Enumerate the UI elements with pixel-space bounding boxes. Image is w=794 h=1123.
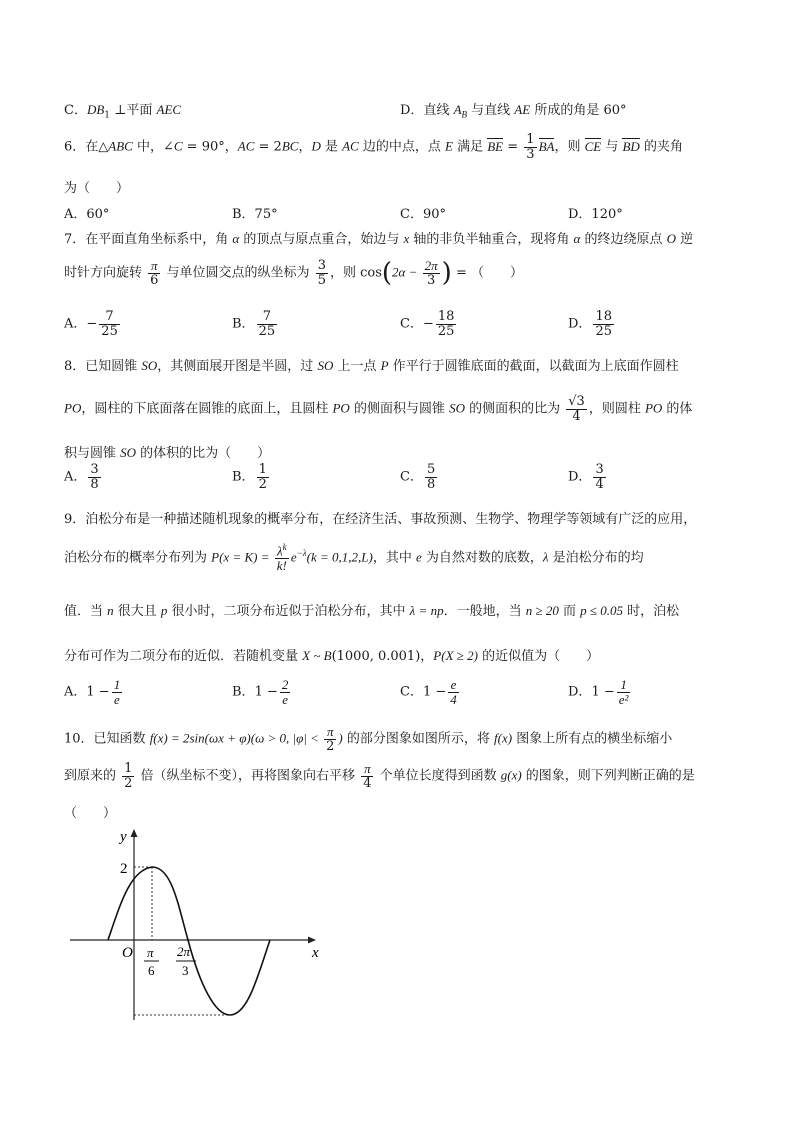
math-text: PO bbox=[64, 400, 82, 416]
q8-option-a bbox=[64, 463, 103, 491]
fraction bbox=[280, 678, 291, 706]
math-text: BC bbox=[281, 138, 299, 154]
numerator: π bbox=[324, 725, 336, 740]
numerator: 1 bbox=[113, 677, 121, 692]
q6-text: = 2 bbox=[254, 139, 282, 155]
q10-text: 图象上所有点的横坐标缩小 bbox=[512, 731, 673, 747]
fraction bbox=[112, 678, 123, 706]
option-text: ⊥平面 bbox=[110, 103, 157, 118]
fraction bbox=[436, 310, 457, 338]
fraction bbox=[275, 543, 289, 573]
numerator: e bbox=[448, 678, 459, 693]
q6-option-d: D．120° bbox=[568, 207, 623, 222]
q9-text: 的近似值为（ ） bbox=[477, 649, 600, 664]
q7-text: 时针方向旋转 bbox=[64, 265, 147, 281]
option-label: A． bbox=[64, 684, 87, 700]
denominator: 25 bbox=[101, 323, 118, 339]
math-superscript: k bbox=[282, 542, 287, 552]
q9-option-d bbox=[568, 678, 632, 706]
math-text: α bbox=[232, 231, 240, 246]
math-superscript: −λ bbox=[296, 547, 307, 558]
q7-text: = （ ） bbox=[451, 265, 523, 281]
option-text: 1 − bbox=[422, 684, 447, 700]
q10-stem-line3: （ ） bbox=[64, 806, 117, 821]
option-text: 所成的角是 60° bbox=[530, 103, 627, 118]
denominator: e bbox=[282, 691, 288, 707]
q6-text: 是 bbox=[320, 139, 343, 155]
q9-text: 分布可作为二项分布的近似．若随机变量 bbox=[64, 649, 303, 664]
q7-text: ，则 cos bbox=[329, 265, 382, 281]
q9-text: ， bbox=[420, 649, 434, 664]
q6-text: 与 bbox=[601, 139, 623, 155]
math-text: λ = np bbox=[409, 603, 444, 618]
q8-stem-line3 bbox=[64, 442, 270, 461]
numerator: 3 bbox=[595, 462, 604, 477]
x-axis-arrow bbox=[308, 937, 316, 944]
q6-text: 的夹角 bbox=[639, 139, 683, 155]
fraction bbox=[524, 133, 536, 161]
q8-option-b bbox=[232, 463, 271, 491]
denominator: 4 bbox=[450, 691, 457, 707]
q8-text: 的侧面积的比为 bbox=[464, 401, 565, 417]
fraction bbox=[448, 678, 459, 706]
q8-text: 的体 bbox=[662, 401, 693, 417]
math-text: SO bbox=[449, 400, 465, 416]
math-text: C bbox=[173, 138, 183, 154]
q8-stem-line2 bbox=[64, 395, 692, 423]
math-text: x bbox=[403, 231, 410, 246]
q9-text: 泊松分布的概率分布列为 bbox=[64, 550, 212, 566]
numerator: 18 bbox=[595, 309, 612, 324]
denominator: 2 bbox=[326, 738, 335, 754]
math-text: ABC bbox=[108, 138, 133, 154]
math-text: AE bbox=[514, 102, 531, 117]
math-text: f(x) = 2sin(ωx + φ)(ω > 0, |φ| < bbox=[149, 730, 323, 746]
q7-text: 的终边绕原点 bbox=[580, 232, 667, 247]
denominator: 2 bbox=[124, 775, 133, 791]
fraction bbox=[423, 259, 440, 287]
fraction bbox=[88, 463, 100, 491]
option-label: D． bbox=[568, 316, 592, 332]
q6-text: 6．在△ bbox=[64, 139, 109, 155]
option-label: C． bbox=[400, 469, 423, 485]
math-text: SO bbox=[120, 445, 137, 460]
option-text: 1 − bbox=[591, 684, 615, 700]
q8-text: 8．已知圆锥 bbox=[64, 359, 142, 374]
q6-stem-line1 bbox=[64, 133, 683, 161]
denominator: 4 bbox=[572, 408, 581, 424]
q9-text: 很大且 bbox=[113, 604, 161, 619]
vector-be: BE bbox=[487, 138, 504, 154]
math-text: D bbox=[311, 138, 321, 154]
q7-option-a bbox=[64, 310, 122, 338]
q10-text: 倍（纵坐标不变），再将图象向右平移 bbox=[136, 768, 360, 784]
math-text: e bbox=[415, 549, 422, 565]
option-label: A． bbox=[64, 316, 87, 332]
denominator: 3 bbox=[427, 272, 436, 288]
q5-option-c bbox=[64, 99, 181, 121]
q6-text: 满足 bbox=[452, 139, 488, 155]
fraction bbox=[257, 463, 269, 491]
q9-text: 值．当 bbox=[64, 604, 108, 619]
numerator: 1 bbox=[124, 761, 133, 776]
option-label: B． bbox=[232, 316, 255, 332]
denominator: 2 bbox=[258, 476, 267, 492]
math-text: P bbox=[433, 648, 442, 663]
q7-text: 轴的非负半轴重合，现将角 bbox=[409, 232, 574, 247]
x-tick-pi6-num: π bbox=[147, 945, 154, 960]
paren-left: ( bbox=[381, 258, 393, 288]
option-label: D． bbox=[568, 469, 592, 485]
numerator: 3 bbox=[90, 462, 99, 477]
q7-text: 逆 bbox=[676, 232, 694, 247]
fraction bbox=[566, 395, 587, 423]
numerator: 18 bbox=[437, 309, 455, 324]
option-label: B． bbox=[232, 684, 255, 700]
option-text: 直线 bbox=[423, 103, 454, 118]
fraction bbox=[425, 463, 437, 491]
q8-text: 上一点 bbox=[333, 359, 381, 374]
denominator: 4 bbox=[595, 476, 604, 492]
x-tick-pi6-den: 6 bbox=[148, 963, 155, 978]
option-text: 与直线 bbox=[467, 103, 515, 118]
q10-text: 10．已知函数 bbox=[64, 731, 150, 747]
numerator: 3 bbox=[317, 257, 326, 273]
x-tick-2pi3-num: 2π bbox=[177, 944, 191, 959]
vector-ba: BA bbox=[538, 138, 555, 154]
origin-label: O bbox=[122, 945, 133, 961]
fraction bbox=[593, 463, 605, 491]
q8-text: ，圆柱的下底面落在圆锥的底面上，且圆柱 bbox=[81, 401, 333, 417]
q8-text: ，其侧面展开图是半圆，过 bbox=[157, 359, 318, 374]
q6-stem-line2: 为（ ） bbox=[64, 181, 130, 196]
q7-option-c bbox=[400, 310, 458, 338]
q6-text: 中，∠ bbox=[132, 139, 174, 155]
math-text: g(x) bbox=[500, 767, 522, 783]
math-text: p bbox=[160, 603, 168, 618]
numerator: 7 bbox=[99, 310, 120, 325]
q10-text: 到原来的 bbox=[64, 768, 121, 784]
q7-text: 的顶点与原点重合，始边与 bbox=[239, 232, 404, 247]
denominator: 25 bbox=[595, 323, 612, 339]
math-text: 2α − bbox=[392, 264, 421, 280]
q9-text: 时，泊松 bbox=[623, 604, 680, 619]
math-text: P bbox=[380, 358, 389, 373]
math-text: SO bbox=[317, 358, 334, 373]
q9-stem-line1: 9．泊松分布是一种描述随机现象的概率分布，在经济生活、事故预测、生物学、物理学等领域有广泛的应用， bbox=[64, 512, 697, 527]
q9-text: ．一般地，当 bbox=[443, 604, 526, 619]
math-text: (1000, 0.001) bbox=[331, 649, 421, 664]
math-text: AC bbox=[237, 138, 255, 154]
q9-option-c bbox=[400, 678, 461, 706]
option-text: 1 − bbox=[86, 684, 110, 700]
sign: − bbox=[86, 316, 98, 332]
x-axis-label: x bbox=[312, 945, 319, 961]
q9-text: 很小时，二项分布近似于泊松分布，其中 bbox=[167, 604, 410, 619]
vector-bd: BD bbox=[622, 138, 640, 154]
q10-stem-line2 bbox=[64, 762, 695, 790]
fraction bbox=[316, 259, 328, 287]
q6-option-a: A．60° bbox=[64, 207, 110, 222]
fraction bbox=[617, 678, 631, 706]
q8-stem-line1 bbox=[64, 355, 679, 374]
math-text: α bbox=[573, 231, 581, 246]
math-text: AC bbox=[342, 138, 359, 154]
q9-option-b bbox=[232, 678, 292, 706]
q5-option-d bbox=[400, 99, 627, 120]
vector-ce: CE bbox=[584, 138, 602, 154]
option-label: D． bbox=[400, 103, 424, 118]
math-subscript: 1 bbox=[104, 110, 111, 121]
denominator: 3 bbox=[526, 146, 535, 162]
fraction bbox=[122, 762, 134, 790]
q8-option-d bbox=[568, 463, 608, 491]
numerator: 2π bbox=[424, 257, 438, 273]
option-label: A． bbox=[64, 469, 87, 485]
q7-stem-line1 bbox=[64, 228, 693, 247]
q6-option-b: B．75° bbox=[232, 207, 278, 222]
q7-stem-line2 bbox=[64, 258, 523, 288]
y-axis-label: y bbox=[120, 829, 127, 845]
math-text: ) bbox=[338, 730, 343, 746]
q9-text: 而 bbox=[558, 604, 581, 619]
q8-text: ，则圆柱 bbox=[588, 401, 645, 417]
fraction bbox=[99, 310, 120, 338]
numerator: 1 bbox=[617, 678, 631, 693]
math-text: SO bbox=[141, 358, 158, 373]
denominator: 6 bbox=[150, 272, 159, 288]
math-text: (X ≥ 2) bbox=[441, 648, 478, 663]
numerator: π bbox=[361, 762, 373, 777]
option-text: 1 − bbox=[254, 684, 278, 700]
q9-text: ，其中 bbox=[372, 550, 416, 566]
numerator: √3 bbox=[568, 394, 585, 409]
math-text: AEC bbox=[156, 102, 182, 117]
q8-text: 的侧面积与圆锥 bbox=[349, 401, 450, 417]
sign: − bbox=[422, 316, 434, 332]
q10-stem-line1 bbox=[64, 725, 672, 753]
math-text: PO bbox=[332, 400, 350, 416]
numerator: 5 bbox=[426, 462, 436, 477]
math-text: n ≥ 20 bbox=[525, 603, 559, 618]
q6-text: ， bbox=[298, 139, 312, 155]
q7-option-b bbox=[232, 310, 279, 338]
q9-stem-line4 bbox=[64, 645, 599, 664]
q6-text: = 90°， bbox=[182, 139, 238, 155]
numerator: 2 bbox=[281, 677, 289, 692]
math-text: n bbox=[107, 603, 114, 618]
option-label: D． bbox=[568, 684, 592, 700]
option-label: B． bbox=[232, 469, 255, 485]
denominator: 8 bbox=[426, 476, 436, 492]
q10-text: 的部分图象如图所示，将 bbox=[342, 731, 495, 747]
q9-stem-line2 bbox=[64, 543, 644, 573]
q7-text: 与单位圆交点的纵坐标为 bbox=[162, 265, 314, 281]
numerator bbox=[275, 543, 289, 559]
fraction bbox=[593, 310, 614, 338]
q9-stem-line3 bbox=[64, 600, 679, 619]
function-graph bbox=[60, 825, 330, 1030]
denominator: 25 bbox=[437, 323, 455, 339]
option-label: C． bbox=[64, 103, 87, 118]
sine-curve bbox=[108, 867, 270, 1015]
denominator: 8 bbox=[90, 476, 99, 492]
numerator: π bbox=[148, 259, 160, 274]
math-text: p ≤ 0.05 bbox=[580, 603, 624, 618]
math-text: E bbox=[445, 138, 453, 154]
math-text: λ bbox=[542, 549, 549, 565]
math-text: A bbox=[453, 102, 462, 117]
numerator: 7 bbox=[257, 310, 278, 325]
math-text: f(x) bbox=[494, 730, 513, 746]
q10-text: 的图象，则下列判断正确的是 bbox=[521, 768, 695, 784]
option-label: C． bbox=[400, 684, 423, 700]
math-text: (x = K) = bbox=[219, 549, 273, 565]
fraction bbox=[148, 259, 160, 287]
y-axis-arrow bbox=[131, 829, 138, 837]
q6-text: 边的中点，点 bbox=[358, 139, 445, 155]
denominator: e bbox=[114, 691, 120, 707]
math-text: P bbox=[211, 549, 220, 565]
numerator: 1 bbox=[258, 462, 267, 477]
math-text: PO bbox=[644, 400, 663, 416]
x-tick-2pi3-den: 3 bbox=[182, 963, 189, 978]
math-text: (k = 0,1,2,L) bbox=[306, 549, 373, 565]
math-text: B bbox=[461, 109, 468, 120]
q8-option-c bbox=[400, 463, 439, 491]
q7-text: 7．在平面直角坐标系中，角 bbox=[64, 232, 233, 247]
y-tick-2: 2 bbox=[120, 861, 128, 877]
math-text: λ bbox=[276, 543, 283, 559]
fraction bbox=[361, 762, 373, 790]
math-text: DB bbox=[86, 102, 105, 117]
denominator: 4 bbox=[363, 775, 372, 791]
math-text: O bbox=[666, 231, 677, 246]
q6-text: = bbox=[503, 139, 523, 155]
fraction bbox=[324, 725, 336, 753]
q6-text: ，则 bbox=[554, 139, 585, 155]
q9-option-a bbox=[64, 678, 124, 706]
denominator: k! bbox=[276, 557, 287, 573]
q8-text: 作平行于圆锥底面的截面，以截面为上底面作圆柱 bbox=[388, 359, 679, 374]
q9-text: 是泊松分布的均 bbox=[548, 550, 644, 566]
denominator: 25 bbox=[258, 323, 276, 339]
q10-text: 个单位长度得到函数 bbox=[375, 768, 501, 784]
denominator: 5 bbox=[317, 272, 326, 288]
denominator: e² bbox=[618, 691, 629, 707]
q8-text: 的体积的比为（ ） bbox=[136, 446, 271, 461]
paren-right: ) bbox=[441, 258, 452, 288]
q6-option-c: C．90° bbox=[400, 207, 446, 222]
option-label: C． bbox=[400, 316, 423, 332]
math-text: e bbox=[290, 549, 297, 565]
fraction bbox=[257, 310, 278, 338]
q9-text: 为自然对数的底数， bbox=[421, 550, 543, 566]
q7-option-d bbox=[568, 310, 616, 338]
numerator: 1 bbox=[526, 132, 535, 147]
math-text: X ~ B bbox=[302, 648, 332, 663]
q8-text: 积与圆锥 bbox=[64, 446, 121, 461]
